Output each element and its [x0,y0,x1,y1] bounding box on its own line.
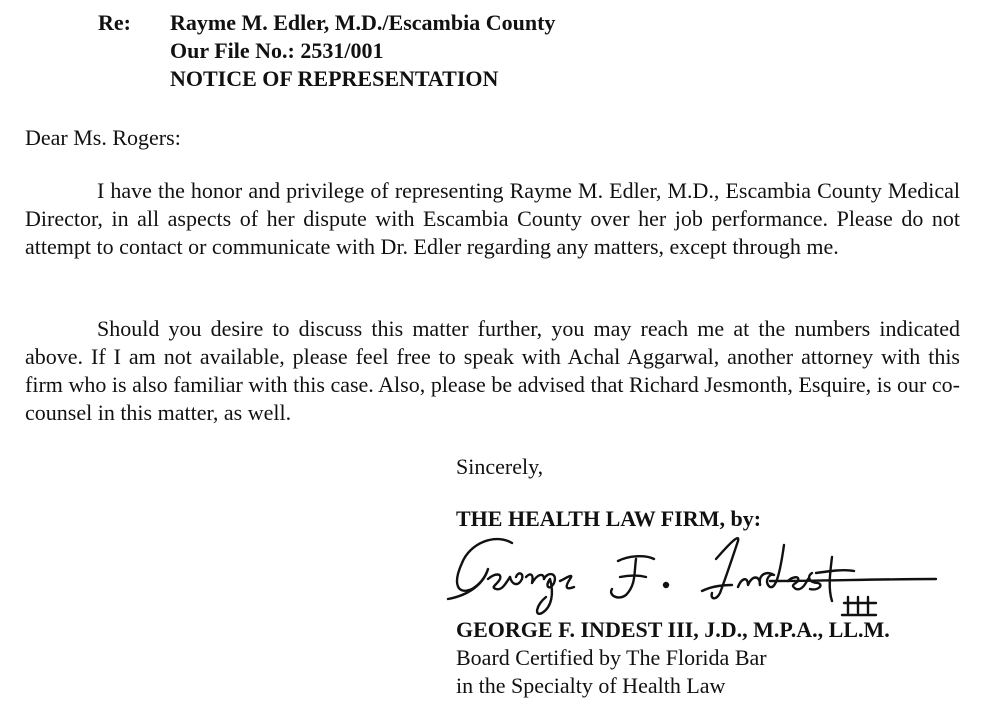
body-paragraph-2: Should you desire to discuss this matter further, you may reach me at the numbers indicated above. If I am not available, please feel free to speak with Achal Aggarwal, another attorney with this firm who is also familiar with this case. Also, please be advised that Richard Jesmonth, Esquire, is our co-counsel in this matter, as well. [25,316,960,425]
closing: Sincerely, [456,454,544,479]
re-subject: Rayme M. Edler, M.D./Escambia County [170,10,556,35]
salutation: Dear Ms. Rogers: [25,125,181,150]
re-notice-title: NOTICE OF REPRESENTATION [170,66,499,91]
signer-specialty: in the Specialty of Health Law [456,673,726,698]
signer-name: GEORGE F. INDEST III, J.D., M.P.A., LL.M. [456,617,890,642]
re-lines [170,9,555,93]
handwritten-signature [440,533,940,628]
re-label: Re: [98,10,131,35]
body-paragraph-1: I have the honor and privilege of representing Rayme M. Edler, M.D., Escambia County Medical Director, in all aspects of her dispute with Escambia County over her job performance. Please do not attempt to contact or communicate with Dr. Edler regarding any matters, except through me. [25,178,960,259]
firm-name: THE HEALTH LAW FIRM, by: [456,506,762,531]
signer-certification: Board Certified by The Florida Bar [456,645,767,670]
re-file-number: Our File No.: 2531/001 [170,38,384,63]
signer-block [456,616,890,700]
